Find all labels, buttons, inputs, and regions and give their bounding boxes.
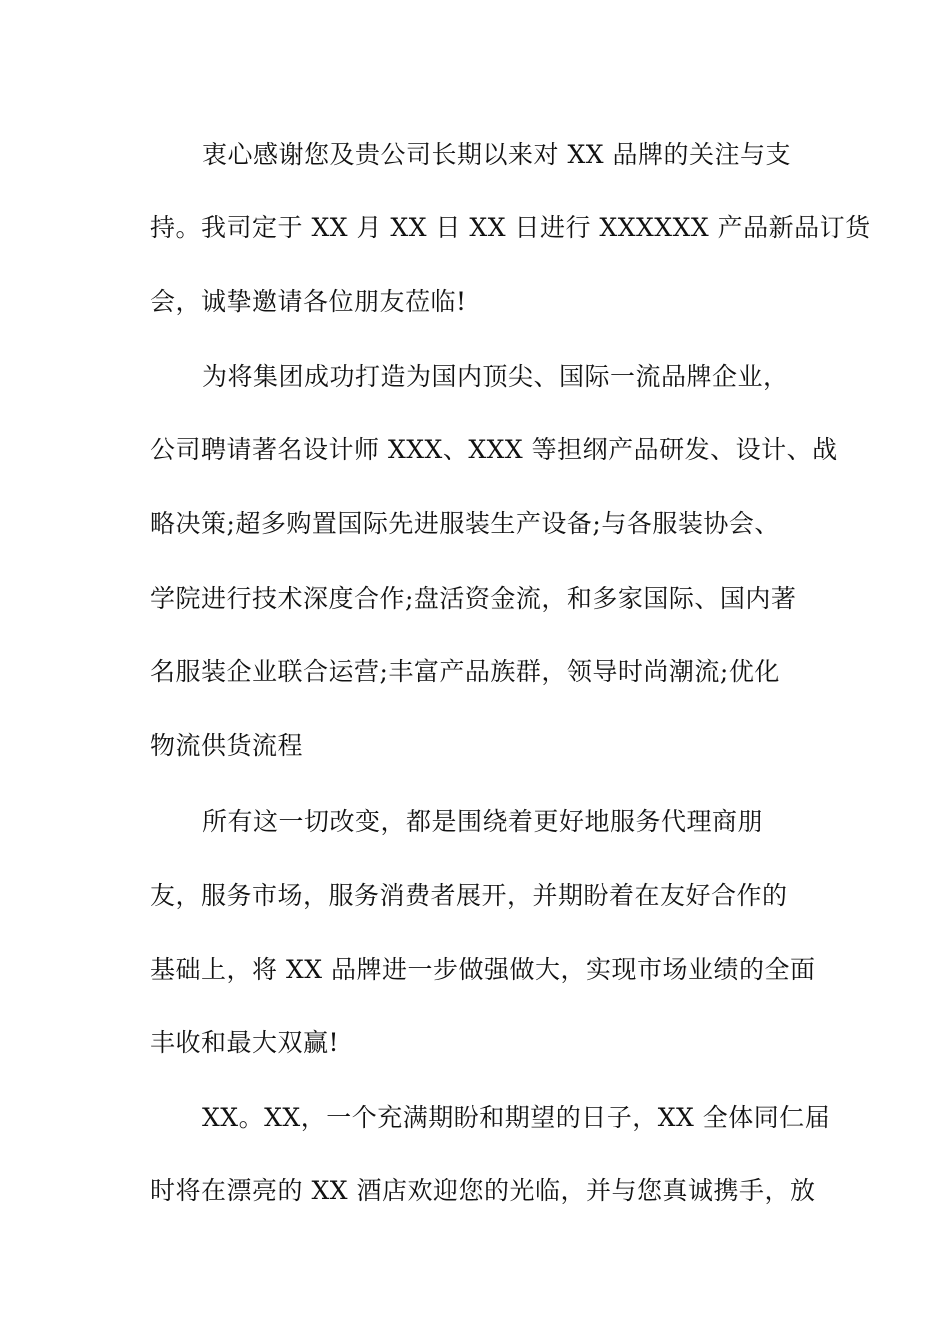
paragraph-2-line-1: 为将集团成功打造为国内顶尖、国际一流品牌企业， — [202, 362, 789, 391]
paragraph-2-line-3: 略决策;超多购置国际先进服装生产设备;与各服装协会、 — [150, 509, 780, 538]
paragraph-1-line-3: 会，诚挚邀请各位朋友莅临! — [150, 287, 467, 316]
paragraph-4-line-1: XX。XX，一个充满期盼和期望的日子，XX 全体同仁届 — [202, 1103, 831, 1132]
paragraph-3-line-4: 丰收和最大双赢! — [150, 1028, 340, 1057]
paragraph-2-line-4: 学院进行技术深度合作;盘活资金流，和多家国际、国内著 — [150, 584, 797, 613]
paragraph-2-line-2: 公司聘请著名设计师 XXX、XXX 等担纲产品研发、设计、战 — [150, 435, 838, 464]
paragraph-3-line-2: 友，服务市场，服务消费者展开，并期盼着在友好合作的 — [150, 881, 788, 910]
paragraph-2-line-5: 名服装企业联合运营;丰富产品族群，领导时尚潮流;优化 — [150, 657, 780, 686]
paragraph-4-line-2: 时将在漂亮的 XX 酒店欢迎您的光临，并与您真诚携手，放 — [150, 1176, 816, 1205]
paragraph-2-line-6: 物流供货流程 — [150, 731, 304, 760]
paragraph-3-line-1: 所有这一切改变，都是围绕着更好地服务代理商朋 — [202, 807, 764, 836]
paragraph-1-line-2: 持。我司定于 XX 月 XX 日 XX 日进行 XXXXXX 产品新品订货 — [150, 213, 871, 242]
paragraph-3-line-3: 基础上，将 XX 品牌进一步做强做大，实现市场业绩的全面 — [150, 955, 816, 984]
paragraph-1-line-1: 衷心感谢您及贵公司长期以来对 XX 品牌的关注与支 — [202, 140, 791, 169]
